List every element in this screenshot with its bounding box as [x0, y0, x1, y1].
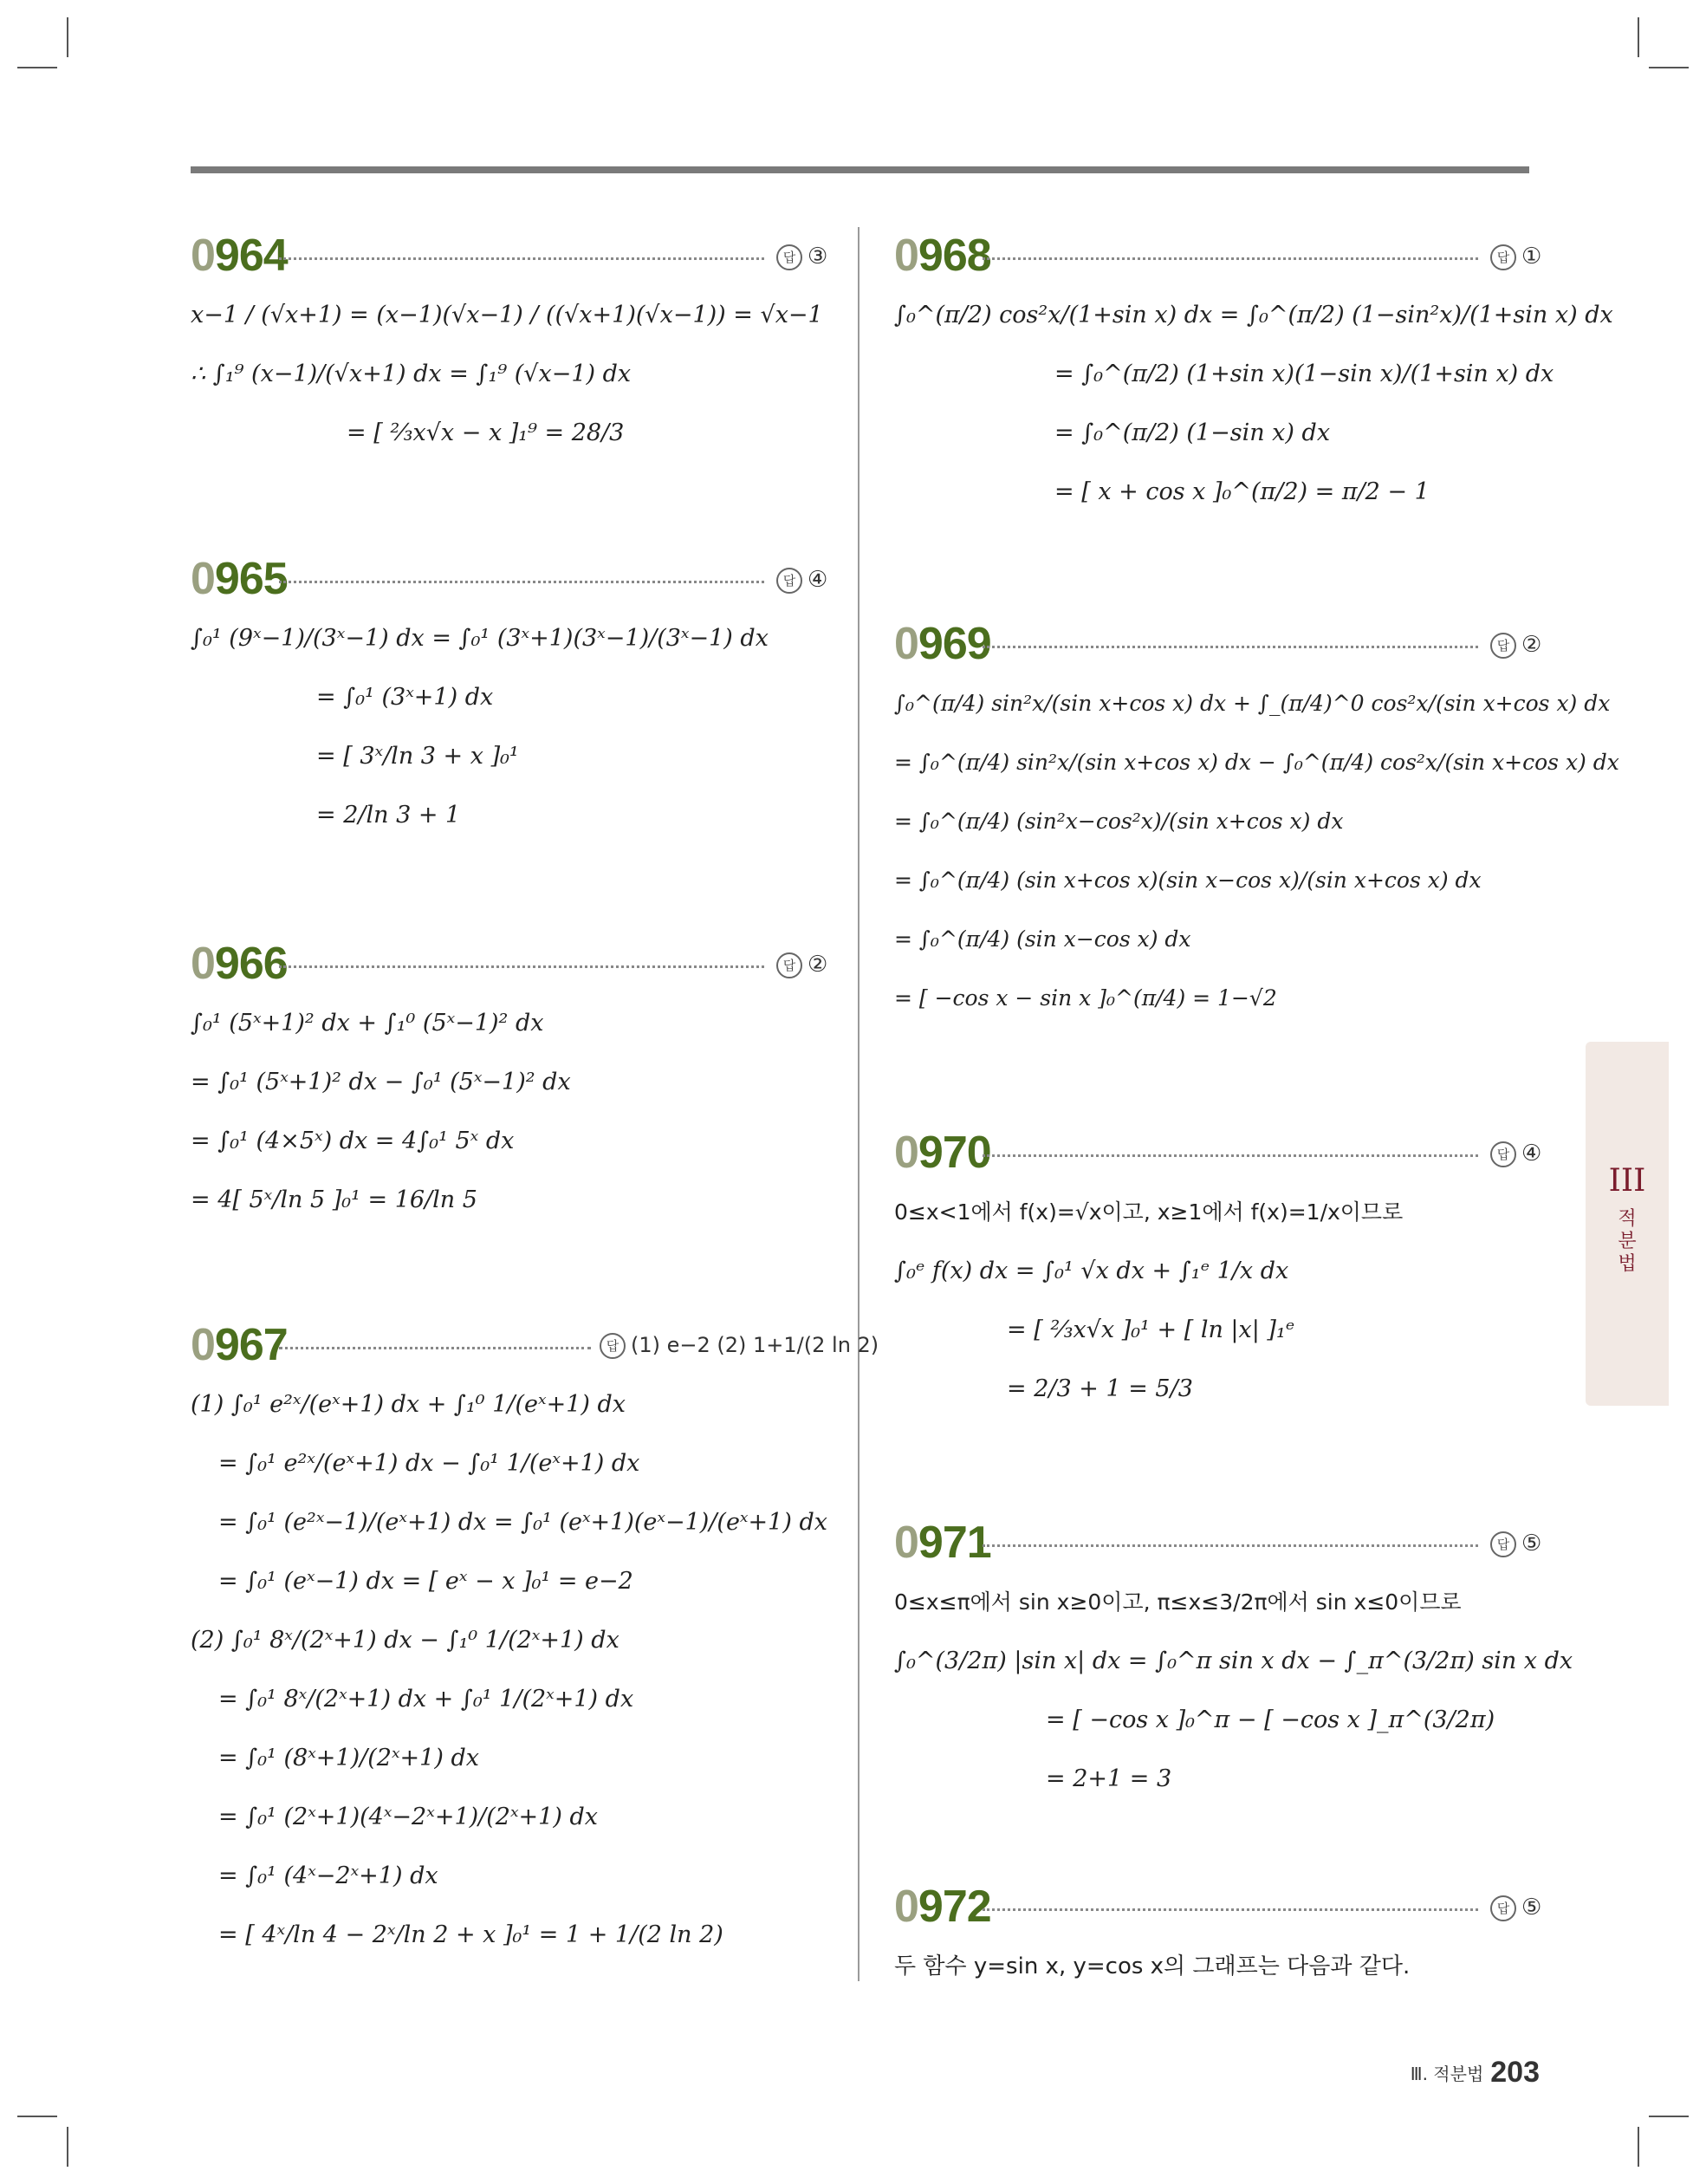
problem-header [191, 230, 828, 290]
solution-line: (1) ∫₀¹ e²ˣ/(eˣ+1) dx + ∫₁⁰ 1/(eˣ+1) dx [191, 1391, 626, 1418]
answer-label: 답 ④ [1490, 1141, 1541, 1167]
solution-line: ∫₀ᵉ f(x) dx = ∫₀¹ √x dx + ∫₁ᵉ 1/x dx [894, 1258, 1289, 1284]
solution-line: = ∫₀^(π/4) sin²x/(sin x+cos x) dx − ∫₀^(π/4) cos²x/(sin x+cos x) dx [894, 750, 1619, 775]
solution-line: = 2/ln 3 + 1 [316, 802, 461, 829]
solution-line: = ∫₀^(π/4) (sin²x−cos²x)/(sin x+cos x) dx [894, 809, 1344, 834]
problem-header [894, 618, 1542, 679]
solution-line: 0≤x≤π에서 sin x≥0이고, π≤x≤3/2π에서 sin x≤0이므로 [894, 1589, 1462, 1615]
solution-line: = ∫₀¹ (e²ˣ−1)/(eˣ+1) dx = ∫₀¹ (eˣ+1)(eˣ−1)/(eˣ+1) dx [218, 1509, 827, 1536]
problem-0971 [894, 1517, 1573, 1792]
answer-badge-icon: 답 [776, 244, 802, 270]
solution-line: = ∫₀¹ (2ˣ+1)(4ˣ−2ˣ+1)/(2ˣ+1) dx [218, 1804, 598, 1830]
answer-label: 답 ⑤ [1490, 1531, 1541, 1557]
leader-dots [983, 1908, 1478, 1911]
leader-dots [983, 1544, 1478, 1547]
answer-badge-icon: 답 [1490, 244, 1516, 270]
solution-line: ∫₀^(3/2π) |sin x| dx = ∫₀^π sin x dx − ∫_π^(3/2π) sin x dx [894, 1648, 1573, 1674]
problem-number: 0968 [894, 231, 991, 281]
problem-number: 0964 [191, 231, 288, 281]
solution-line: = ∫₀¹ (4ˣ−2ˣ+1) dx [218, 1862, 438, 1889]
solution-line: = ∫₀¹ (3ˣ+1) dx [316, 684, 494, 711]
problem-number: 0967 [191, 1320, 288, 1370]
crop-mark [1638, 17, 1639, 57]
problem-header [894, 1881, 1542, 1941]
side-label-char: 분 [1618, 1231, 1637, 1252]
leader-dots [279, 1347, 591, 1349]
solution-line: ∫₀¹ (9ˣ−1)/(3ˣ−1) dx = ∫₀¹ (3ˣ+1)(3ˣ−1)/(3ˣ−1) dx [191, 625, 769, 652]
answer-badge-icon: 답 [1490, 1895, 1516, 1921]
problem-number: 0969 [894, 619, 991, 669]
problem-0968 [894, 230, 1613, 505]
chapter-side-label [1586, 1208, 1669, 1276]
crop-mark [67, 17, 68, 57]
solution-line: = ∫₀¹ (eˣ−1) dx = [ eˣ − x ]₀¹ = e−2 [218, 1568, 633, 1595]
footer-chapter: Ⅲ. 적분법 [1410, 2064, 1484, 2084]
answer-badge-icon: 답 [776, 952, 802, 978]
solution-line: = ∫₀^(π/2) (1−sin x) dx [1054, 419, 1331, 446]
solution-line: = ∫₀¹ 8ˣ/(2ˣ+1) dx + ∫₀¹ 1/(2ˣ+1) dx [218, 1686, 634, 1713]
solution-line: ∴ ∫₁⁹ (x−1)/(√x+1) dx = ∫₁⁹ (√x−1) dx [191, 361, 632, 387]
answer-label: 답 (1) e−2 (2) 1+1/(2 ln 2) [600, 1333, 879, 1359]
crop-mark [67, 2127, 68, 2167]
crop-mark [1649, 67, 1689, 68]
problem-header [894, 230, 1542, 290]
top-rule [191, 166, 1529, 173]
chapter-side-tab [1586, 1042, 1669, 1406]
chapter-roman-numeral: III [1608, 1163, 1646, 1199]
problem-0972 [894, 1881, 1542, 1979]
solution-line: = [ ⅔x√x − x ]₁⁹ = 28/3 [347, 419, 625, 446]
solution-line: = 2/3 + 1 = 5/3 [1007, 1375, 1193, 1402]
solution-line: 0≤x<1에서 f(x)=√x이고, x≥1에서 f(x)=1/x이므로 [894, 1199, 1404, 1225]
solution-line: = ∫₀¹ e²ˣ/(eˣ+1) dx − ∫₀¹ 1/(eˣ+1) dx [218, 1450, 640, 1477]
answer-badge-icon: 답 [1490, 1141, 1516, 1167]
crop-mark [1649, 2116, 1689, 2117]
answer-label: 답 ② [776, 952, 827, 978]
leader-dots [279, 581, 764, 583]
problem-header [191, 938, 828, 998]
solution-line: = [ ⅔x√x ]₀¹ + [ ln |x| ]₁ᵉ [1007, 1316, 1295, 1343]
solution-line: ∫₀^(π/4) sin²x/(sin x+cos x) dx + ∫_(π/4)^0 cos²x/(sin x+cos x) dx [894, 691, 1611, 716]
problem-0970 [894, 1127, 1542, 1402]
solution-line: (2) ∫₀¹ 8ˣ/(2ˣ+1) dx − ∫₁⁰ 1/(2ˣ+1) dx [191, 1627, 619, 1654]
solution-line: = [ −cos x ]₀^π − [ −cos x ]_π^(3/2π) [1046, 1706, 1495, 1733]
problem-number: 0966 [191, 939, 288, 989]
solution-line: = ∫₀¹ (5ˣ+1)² dx − ∫₀¹ (5ˣ−1)² dx [191, 1069, 571, 1095]
answer-label: 답 ⑤ [1490, 1895, 1541, 1921]
problem-number: 0972 [894, 1882, 991, 1932]
problem-0969 [894, 618, 1619, 1011]
problem-0964 [191, 230, 828, 446]
answer-label: 답 ② [1490, 632, 1541, 659]
problem-header [894, 1127, 1542, 1187]
problem-number: 0970 [894, 1128, 991, 1178]
leader-dots [279, 965, 764, 968]
solution-line: = [ x + cos x ]₀^(π/2) = π/2 − 1 [1054, 478, 1430, 505]
column-divider [858, 227, 859, 1981]
solution-line: = [ 4ˣ/ln 4 − 2ˣ/ln 2 + x ]₀¹ = 1 + 1/(2 ln 2) [218, 1921, 723, 1948]
answer-badge-icon: 답 [1490, 633, 1516, 659]
side-label-char: 법 [1618, 1253, 1637, 1275]
solution-line: = ∫₀¹ (8ˣ+1)/(2ˣ+1) dx [218, 1745, 479, 1771]
answer-badge-icon: 답 [776, 568, 802, 594]
solution-line: = 2+1 = 3 [1046, 1765, 1172, 1792]
answer-label: 답 ④ [776, 567, 827, 594]
solution-line: 두 함수 y=sin x, y=cos x의 그래프는 다음과 같다. [894, 1953, 1411, 1979]
solution-line: = ∫₀^(π/2) (1+sin x)(1−sin x)/(1+sin x) dx [1054, 361, 1554, 387]
problem-number: 0971 [894, 1518, 991, 1568]
solution-line: ∫₀¹ (5ˣ+1)² dx + ∫₁⁰ (5ˣ−1)² dx [191, 1010, 544, 1037]
page-footer [1411, 2056, 1540, 2090]
solution-line: x−1 / (√x+1) = (x−1)(√x−1) / ((√x+1)(√x−1)) = √x−1 [191, 302, 823, 328]
solution-line: = 4[ 5ˣ/ln 5 ]₀¹ = 16/ln 5 [191, 1186, 477, 1213]
leader-dots [983, 646, 1478, 648]
solution-line: = [ 3ˣ/ln 3 + x ]₀¹ [316, 743, 519, 770]
answer-badge-icon: 답 [1490, 1531, 1516, 1557]
leader-dots [279, 257, 764, 260]
leader-dots [983, 257, 1478, 260]
crop-mark [17, 67, 57, 68]
page-number: 203 [1490, 2056, 1540, 2089]
problem-0965 [191, 553, 828, 829]
problem-number: 0965 [191, 554, 288, 604]
problem-header [191, 553, 828, 614]
problem-header [894, 1517, 1542, 1577]
leader-dots [983, 1154, 1478, 1157]
problem-0967 [191, 1319, 879, 1948]
answer-badge-icon: 답 [600, 1333, 626, 1359]
answer-label: 답 ③ [776, 244, 827, 270]
crop-mark [1638, 2127, 1639, 2167]
solution-line: = [ −cos x − sin x ]₀^(π/4) = 1−√2 [894, 985, 1277, 1011]
answer-label: 답 ① [1490, 244, 1541, 270]
crop-mark [17, 2116, 57, 2117]
solution-line: = ∫₀^(π/4) (sin x+cos x)(sin x−cos x)/(sin x+cos x) dx [894, 868, 1482, 893]
solution-line: ∫₀^(π/2) cos²x/(1+sin x) dx = ∫₀^(π/2) (1−sin²x)/(1+sin x) dx [894, 302, 1613, 328]
side-label-char: 적 [1618, 1208, 1637, 1230]
problem-header [191, 1319, 879, 1380]
solution-line: = ∫₀^(π/4) (sin x−cos x) dx [894, 926, 1191, 952]
problem-0966 [191, 938, 828, 1213]
solution-line: = ∫₀¹ (4×5ˣ) dx = 4∫₀¹ 5ˣ dx [191, 1128, 515, 1154]
